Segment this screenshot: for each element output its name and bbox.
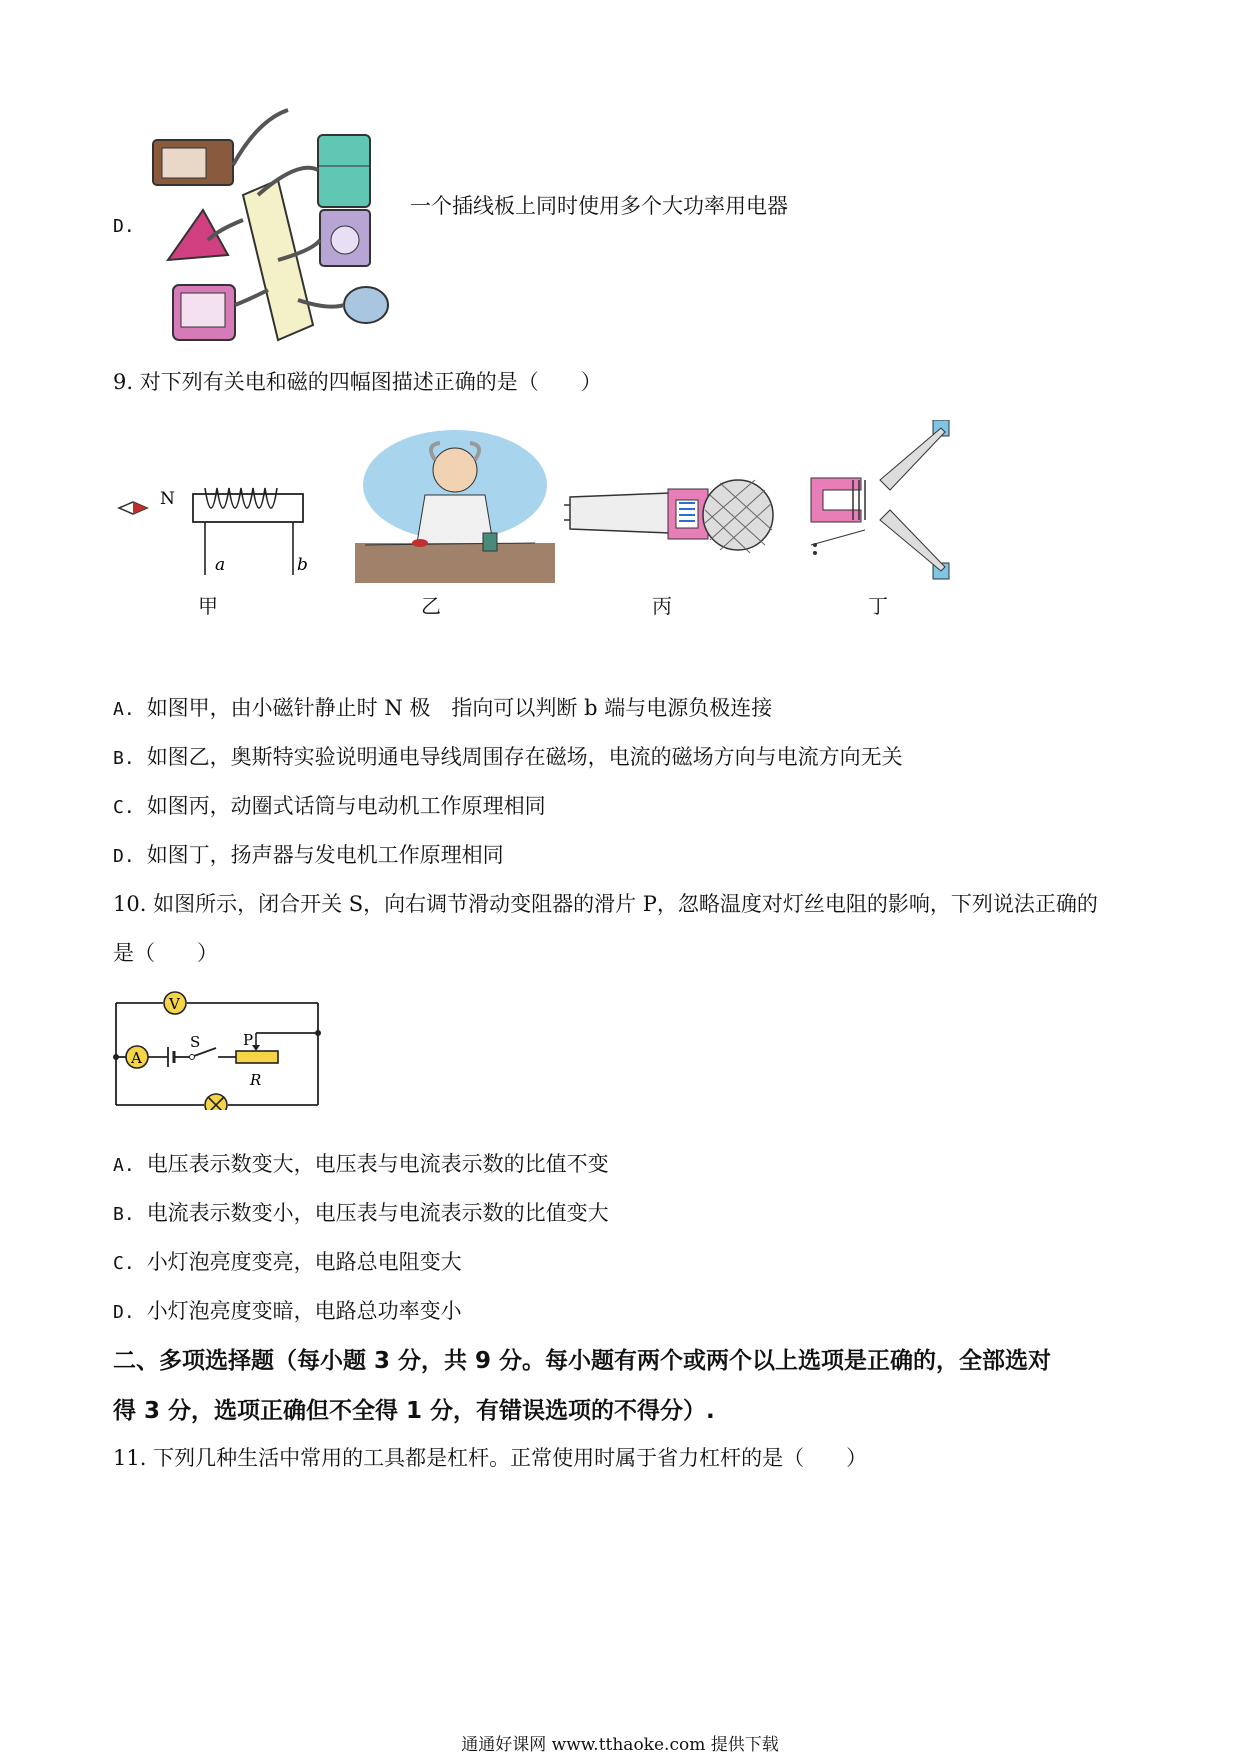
caption-jia: 甲 (198, 594, 218, 618)
q9-option-b: B. 如图乙，奥斯特实验说明通电导线周围存在磁场，电流的磁场方向与电流方向无关 (113, 745, 903, 769)
resistor-label: R (250, 1071, 262, 1089)
q11-stem: 11. 下列几种生活中常用的工具都是杠杆。正常使用时属于省力杠杆的是（ ） (113, 1446, 868, 1470)
power-strip-illustration (148, 100, 408, 350)
q10-stem-line1: 10. 如图所示，闭合开关 S，向右调节滑动变阻器的滑片 P，忽略温度对灯丝电阻的影响，下列说法正确的 (113, 892, 1098, 916)
figure-jia-solenoid (115, 480, 320, 580)
q9-stem: 9. 对下列有关电和磁的四幅图描述正确的是（ ） (113, 370, 602, 394)
switch-label: S (190, 1033, 201, 1051)
q10-option-d: D. 小灯泡亮度变暗，电路总功率变小 (113, 1299, 462, 1323)
q9-option-d: D. 如图丁，扬声器与发电机工作原理相同 (113, 843, 504, 867)
section2-heading-line1: 二、多项选择题（每小题 3 分，共 9 分。每小题有两个或两个以上选项是正确的，全部选对 (113, 1348, 1052, 1374)
q10-option-a: A. 电压表示数变大，电压表与电流表示数的比值不变 (113, 1152, 609, 1176)
page-footer: 通通好课网 www.tthaoke.com 提供下载 (461, 1735, 779, 1755)
caption-bing: 丙 (652, 594, 672, 618)
figure-bing-microphone (560, 475, 775, 560)
figure-ding-speaker (805, 420, 955, 585)
slider-label: P (243, 1031, 254, 1049)
caption-ding: 丁 (868, 594, 888, 618)
q10-stem-line2: 是（ ） (113, 941, 218, 965)
figure-yi-oersted (355, 425, 555, 585)
circuit-diagram (110, 985, 325, 1110)
n-pole-label: N (160, 489, 175, 509)
q10-option-b: B. 电流表示数变小，电压表与电流表示数的比值变大 (113, 1201, 609, 1225)
ammeter-label: A (131, 1049, 142, 1067)
terminal-b-label: b (297, 555, 308, 575)
q9-option-c: C. 如图丙，动圈式话筒与电动机工作原理相同 (113, 794, 546, 818)
q9-option-a: A. 如图甲，由小磁针静止时 N 极 指向可以判断 b 端与电源负极连接 (113, 696, 773, 720)
q10-option-c: C. 小灯泡亮度变亮，电路总电阻变大 (113, 1250, 462, 1274)
section2-heading-line2: 得 3 分，选项正确但不全得 1 分，有错误选项的不得分）. (113, 1398, 715, 1424)
q8-option-d-text: 一个插线板上同时使用多个大功率用电器 (410, 194, 788, 218)
caption-yi: 乙 (421, 594, 441, 618)
voltmeter-label: V (169, 995, 180, 1013)
q8-option-d-letter: D. (113, 216, 135, 237)
terminal-a-label: a (215, 555, 226, 575)
